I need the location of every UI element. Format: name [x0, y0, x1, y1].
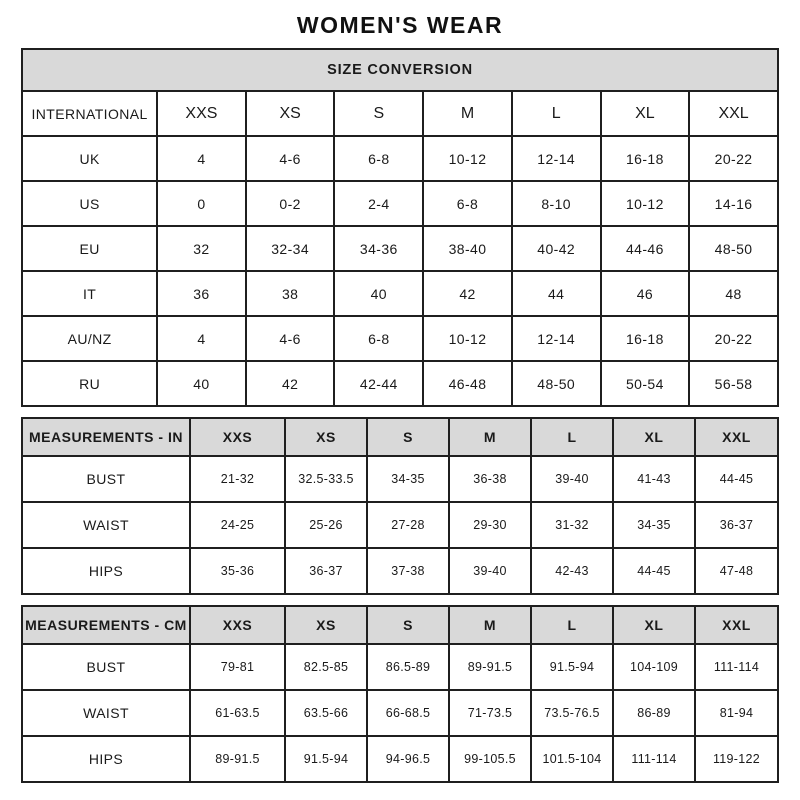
table-cell: 34-36 [334, 226, 423, 271]
table-cell: 0 [157, 181, 246, 226]
row-label: IT [22, 271, 157, 316]
table-title: SIZE CONVERSION [22, 49, 778, 91]
table-cell: 21-32 [190, 456, 285, 502]
header-label: INTERNATIONAL [22, 91, 157, 136]
column-header: L [531, 606, 613, 644]
table-cell: 104-109 [613, 644, 695, 690]
table-cell: 40-42 [512, 226, 601, 271]
table-cell: 86-89 [613, 690, 695, 736]
table-cell: 36-37 [285, 548, 367, 594]
table-cell: 81-94 [695, 690, 778, 736]
table-cell: 42-44 [334, 361, 423, 406]
table-cell: 34-35 [613, 502, 695, 548]
table-cell: 0-2 [246, 181, 335, 226]
table-row [22, 644, 778, 690]
table-cell: 40 [334, 271, 423, 316]
table-cell: 89-91.5 [190, 736, 285, 782]
table-cell: 36-37 [695, 502, 778, 548]
table-cell: 89-91.5 [449, 644, 531, 690]
table-row [22, 361, 778, 406]
table-cell: 14-16 [689, 181, 778, 226]
row-label: WAIST [22, 502, 190, 548]
table-cell: 12-14 [512, 136, 601, 181]
table-cell: 6-8 [334, 136, 423, 181]
table-cell: 32 [157, 226, 246, 271]
measurements-in-table [21, 417, 779, 595]
table-cell: 20-22 [689, 136, 778, 181]
table-row [22, 316, 778, 361]
column-header: S [334, 91, 423, 136]
row-label: BUST [22, 644, 190, 690]
table-cell: 44-45 [613, 548, 695, 594]
table-cell: 36 [157, 271, 246, 316]
table-cell: 34-35 [367, 456, 449, 502]
row-label: RU [22, 361, 157, 406]
table-cell: 10-12 [601, 181, 690, 226]
table-cell: 27-28 [367, 502, 449, 548]
row-label: HIPS [22, 736, 190, 782]
column-header: XS [285, 418, 367, 456]
column-header: XXL [695, 606, 778, 644]
column-header: XL [601, 91, 690, 136]
table-row [22, 226, 778, 271]
table-cell: 111-114 [695, 644, 778, 690]
column-header: XXL [689, 91, 778, 136]
column-header: XXS [190, 606, 285, 644]
table-row [22, 136, 778, 181]
table-cell: 94-96.5 [367, 736, 449, 782]
table-cell: 4-6 [246, 136, 335, 181]
table-cell: 37-38 [367, 548, 449, 594]
row-label: HIPS [22, 548, 190, 594]
table-cell: 48 [689, 271, 778, 316]
column-header: S [367, 418, 449, 456]
table-cell: 73.5-76.5 [531, 690, 613, 736]
table-cell: 44-45 [695, 456, 778, 502]
row-label: AU/NZ [22, 316, 157, 361]
header-label: MEASUREMENTS - IN [22, 418, 190, 456]
table-cell: 42 [246, 361, 335, 406]
column-header: XS [246, 91, 335, 136]
column-header: XXL [695, 418, 778, 456]
table-cell: 6-8 [334, 316, 423, 361]
table-cell: 29-30 [449, 502, 531, 548]
row-label: UK [22, 136, 157, 181]
table-cell: 4 [157, 316, 246, 361]
column-header: S [367, 606, 449, 644]
table-cell: 111-114 [613, 736, 695, 782]
table-cell: 16-18 [601, 316, 690, 361]
table-cell: 40 [157, 361, 246, 406]
table-cell: 91.5-94 [285, 736, 367, 782]
table-caption-row [22, 49, 778, 91]
table-row [22, 548, 778, 594]
table-cell: 46-48 [423, 361, 512, 406]
column-header: L [512, 91, 601, 136]
table-row [22, 181, 778, 226]
row-label: US [22, 181, 157, 226]
table-cell: 10-12 [423, 316, 512, 361]
table-cell: 12-14 [512, 316, 601, 361]
table-cell: 2-4 [334, 181, 423, 226]
page-title: WOMEN'S WEAR [296, 12, 504, 38]
table-cell: 119-122 [695, 736, 778, 782]
table-cell: 61-63.5 [190, 690, 285, 736]
row-label: BUST [22, 456, 190, 502]
table-cell: 4-6 [246, 316, 335, 361]
table-cell: 4 [157, 136, 246, 181]
table-row [22, 736, 778, 782]
table-cell: 24-25 [190, 502, 285, 548]
table-cell: 8-10 [512, 181, 601, 226]
table-cell: 10-12 [423, 136, 512, 181]
table-cell: 38 [246, 271, 335, 316]
column-header: XL [613, 418, 695, 456]
column-header: M [449, 418, 531, 456]
table-row [22, 690, 778, 736]
size-conversion-table [21, 48, 779, 407]
table-cell: 91.5-94 [531, 644, 613, 690]
table-header-row [22, 418, 778, 456]
table-cell: 47-48 [695, 548, 778, 594]
table-cell: 38-40 [423, 226, 512, 271]
column-header: L [531, 418, 613, 456]
table-header-row [22, 91, 778, 136]
table-cell: 46 [601, 271, 690, 316]
table-cell: 20-22 [689, 316, 778, 361]
header-label: MEASUREMENTS - CM [22, 606, 190, 644]
table-cell: 32-34 [246, 226, 335, 271]
column-header: M [423, 91, 512, 136]
table-cell: 6-8 [423, 181, 512, 226]
table-cell: 82.5-85 [285, 644, 367, 690]
table-cell: 31-32 [531, 502, 613, 548]
table-cell: 36-38 [449, 456, 531, 502]
column-header: XL [613, 606, 695, 644]
table-cell: 50-54 [601, 361, 690, 406]
table-cell: 42-43 [531, 548, 613, 594]
column-header: XXS [157, 91, 246, 136]
table-cell: 25-26 [285, 502, 367, 548]
table-cell: 44 [512, 271, 601, 316]
row-label: WAIST [22, 690, 190, 736]
table-cell: 42 [423, 271, 512, 316]
table-cell: 44-46 [601, 226, 690, 271]
table-header-row [22, 606, 778, 644]
table-cell: 41-43 [613, 456, 695, 502]
table-cell: 48-50 [512, 361, 601, 406]
table-cell: 99-105.5 [449, 736, 531, 782]
table-cell: 48-50 [689, 226, 778, 271]
measurements-cm-table [21, 605, 779, 783]
table-cell: 35-36 [190, 548, 285, 594]
table-cell: 79-81 [190, 644, 285, 690]
table-row [22, 502, 778, 548]
table-cell: 71-73.5 [449, 690, 531, 736]
table-cell: 39-40 [531, 456, 613, 502]
table-cell: 16-18 [601, 136, 690, 181]
table-cell: 56-58 [689, 361, 778, 406]
table-cell: 66-68.5 [367, 690, 449, 736]
table-cell: 32.5-33.5 [285, 456, 367, 502]
table-cell: 39-40 [449, 548, 531, 594]
table-row [22, 456, 778, 502]
table-cell: 101.5-104 [531, 736, 613, 782]
table-row [22, 271, 778, 316]
row-label: EU [22, 226, 157, 271]
column-header: XXS [190, 418, 285, 456]
column-header: M [449, 606, 531, 644]
table-cell: 86.5-89 [367, 644, 449, 690]
column-header: XS [285, 606, 367, 644]
table-cell: 63.5-66 [285, 690, 367, 736]
